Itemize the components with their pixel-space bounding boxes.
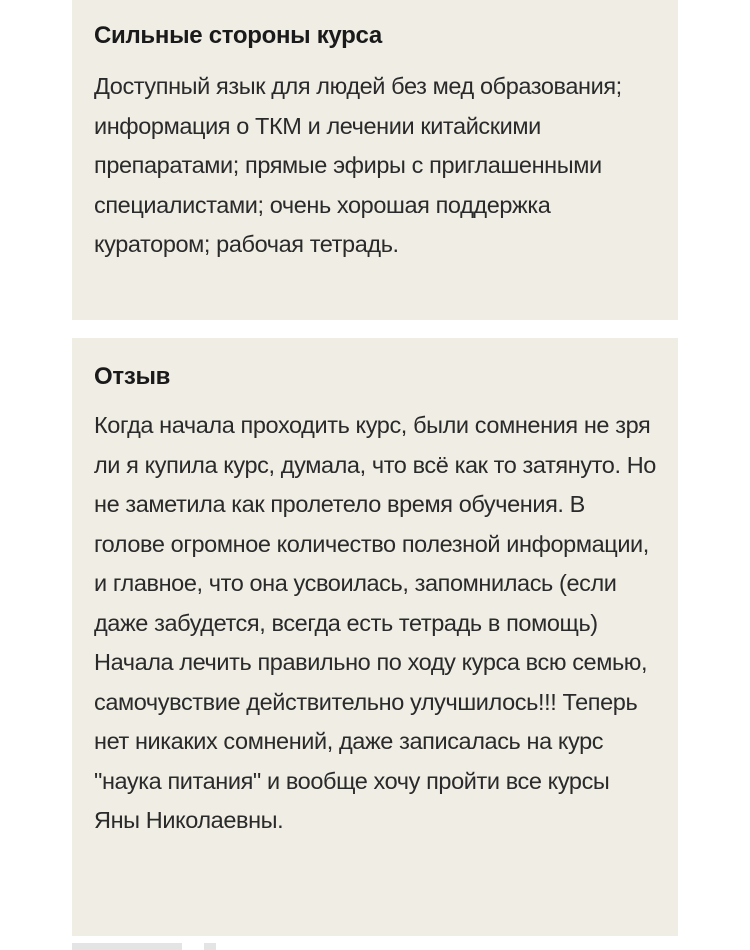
next-section-cutoff	[72, 940, 678, 950]
review-text: Когда начала проходить курс, были сомнения не зря ли я купила курс, думала, что всё как то затянуто. Но не заметила как пролетело время обучения. В голове огромное количество полезной информации, и главное, что она усвоилась, запомнилась (если даже забудется, всегда есть тетрадь в помощь) Начала лечить правильно по ходу курса всю семью, самочувствие действительно улучшилось!!! Теперь нет никаких сомнений, даже записалась на курс "наука питания" и вообще хочу пройти все курсы Яны Николаевны.	[94, 412, 656, 833]
review-card	[72, 338, 678, 936]
cutoff-text-fragment	[204, 943, 216, 950]
strengths-card	[72, 0, 678, 320]
review-title: Отзыв	[94, 363, 171, 390]
cutoff-text-fragment	[72, 943, 182, 950]
strengths-title: Сильные стороны курса	[94, 22, 382, 49]
strengths-text: Доступный язык для людей без мед образования; информация о ТКМ и лечении китайскими препаратами; прямые эфиры с приглашенными специалистами; очень хорошая поддержка куратором; рабочая тетрадь.	[94, 73, 622, 257]
